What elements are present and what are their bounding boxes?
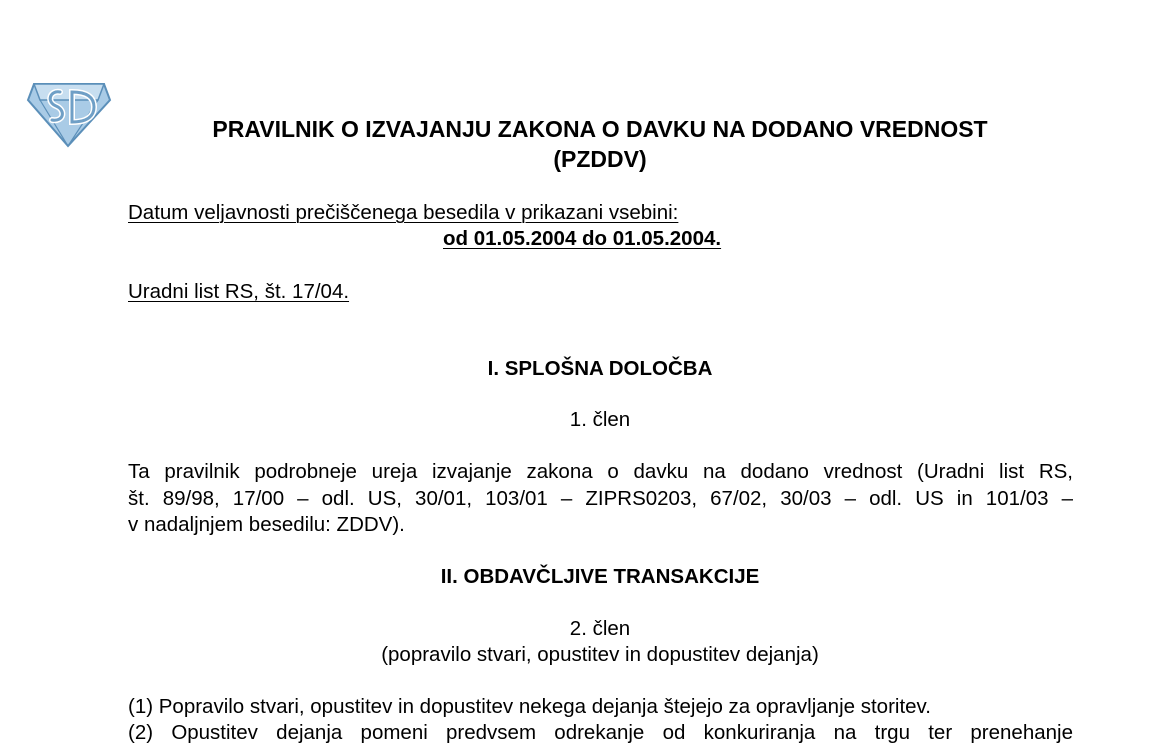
gazette-reference: Uradni list RS, št. 17/04. [128, 280, 350, 303]
article-number-1: 1. člen [569, 408, 631, 431]
article-1-line-3: v nadaljnjem besedilu: ZDDV). [128, 513, 405, 536]
document-title [100, 114, 1100, 174]
section-heading-2: II. OBDAVČLJIVE TRANSAKCIJE [440, 565, 760, 588]
article-2-line-1: (1) Popravilo stvari, opustitev in dopustitev nekega dejanja štejejo za opravljanje storitev. [128, 695, 931, 718]
validity-label: Datum veljavnosti prečiščenega besedila v prikazani vsebini: [128, 201, 679, 224]
document-title-line-1: PRAVILNIK O IZVAJANJU ZAKONA O DAVKU NA DODANO VREDNOST [212, 116, 988, 142]
section-heading-1: I. SPLOŠNA DOLOČBA [487, 357, 713, 380]
article-2-line-2: (2) Opustitev dejanja pomeni predvsem odrekanje od konkuriranja na trgu ter prenehanje [128, 721, 1073, 744]
article-subtitle-2: (popravilo stvari, opustitev in dopustitev dejanja) [381, 643, 819, 666]
article-1-line-1: Ta pravilnik podrobneje ureja izvajanje zakona o davku na dodano vrednost (Uradni list RS, [128, 460, 1073, 483]
article-1-line-2: št. 89/98, 17/00 – odl. US, 30/01, 103/01 – ZIPRS0203, 67/02, 30/03 – odl. US in 101/03 – [128, 487, 1073, 510]
document-title-line-2: (PZDDV) [553, 146, 647, 172]
validity-range: od 01.05.2004 do 01.05.2004. [443, 227, 722, 250]
article-number-2: 2. člen [569, 617, 631, 640]
